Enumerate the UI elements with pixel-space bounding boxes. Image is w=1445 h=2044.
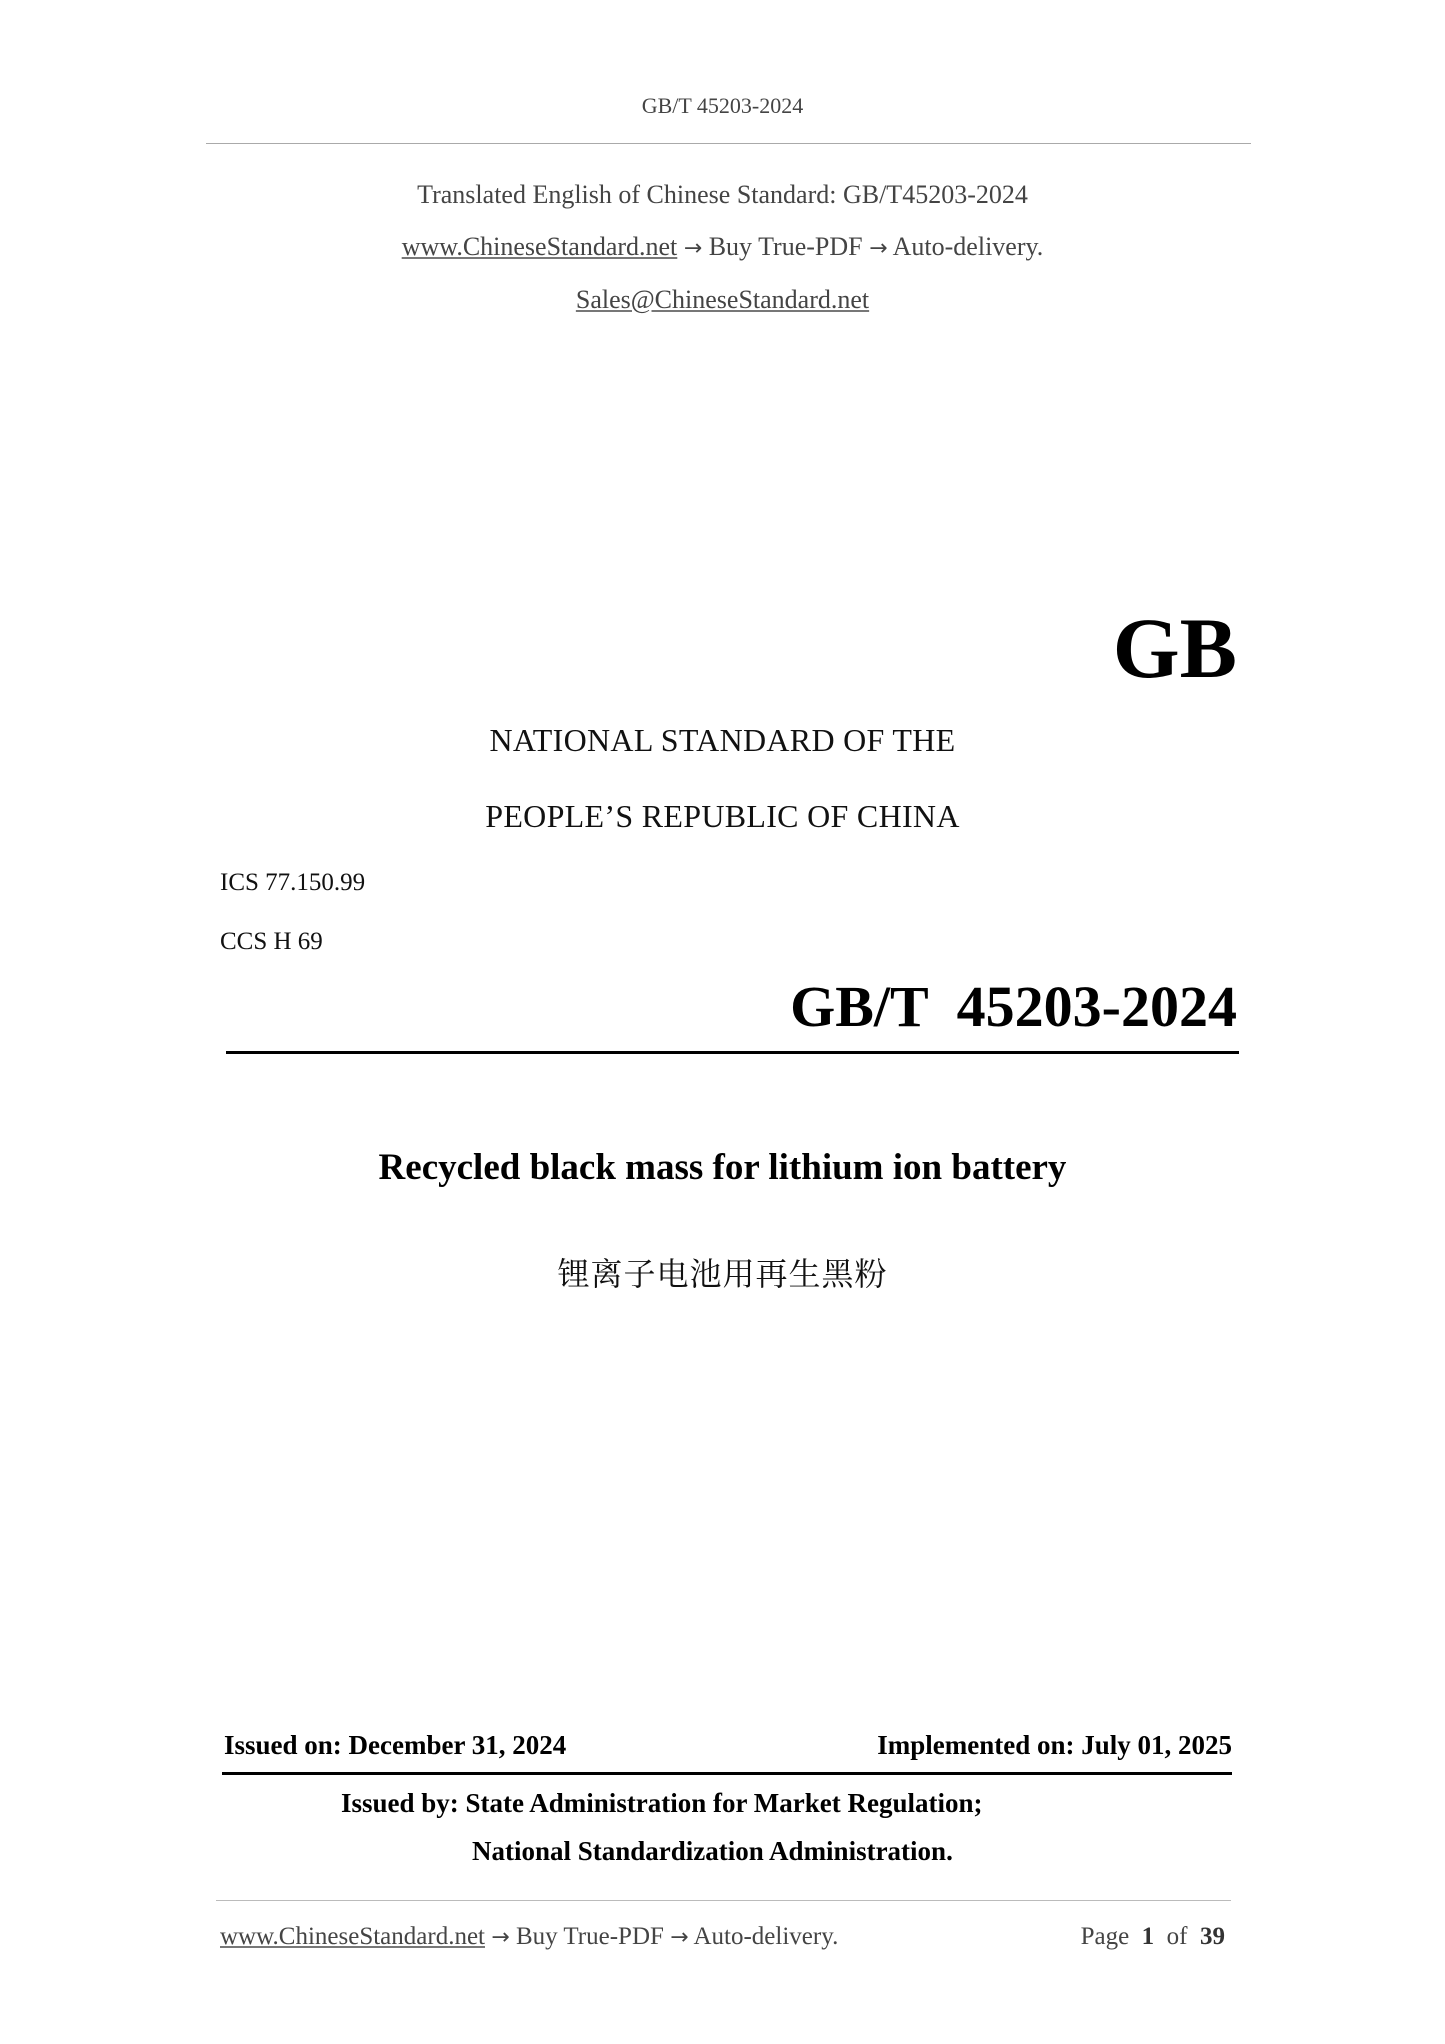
- footer-divider: [216, 1900, 1231, 1901]
- footer-website-link[interactable]: www.ChineseStandard.net: [220, 1923, 485, 1950]
- arrow-right-icon: →: [491, 1925, 510, 1950]
- sales-email-line: [0, 284, 1445, 316]
- ics-code: ICS 77.150.99: [220, 869, 366, 896]
- national-standard-line1: NATIONAL STANDARD OF THE: [489, 722, 956, 758]
- buy-pdf-text: Buy True-PDF: [708, 232, 863, 261]
- footer-auto-delivery-text: Auto-delivery.: [693, 1923, 839, 1950]
- header-divider: [206, 143, 1251, 144]
- of-word: of: [1166, 1923, 1188, 1950]
- sales-email-link[interactable]: Sales@ChineseStandard.net: [575, 285, 870, 314]
- page-word: Page: [1080, 1923, 1130, 1950]
- page-current: 1: [1141, 1923, 1155, 1950]
- implemented-on-date: Implemented on: July 01, 2025: [877, 1730, 1232, 1760]
- arrow-right-icon: →: [670, 1925, 689, 1950]
- page-counter: [1081, 1921, 1225, 1953]
- gb-logo: GB: [1112, 600, 1237, 696]
- dates-rule: [222, 1772, 1232, 1775]
- running-header: GB/T 45203-2024: [641, 93, 804, 118]
- auto-delivery-text: Auto-delivery.: [892, 232, 1044, 261]
- national-standard-line2: PEOPLE’S REPUBLIC OF CHINA: [485, 798, 960, 834]
- website-link[interactable]: www.ChineseStandard.net: [401, 232, 678, 261]
- arrow-right-icon: →: [869, 236, 888, 261]
- arrow-right-icon: →: [683, 236, 703, 261]
- ccs-code: CCS H 69: [220, 928, 323, 955]
- translation-notice: Translated English of Chinese Standard: GB/T45203-2024: [417, 180, 1028, 209]
- document-title-zh: 锂离子电池用再生黑粉: [557, 1255, 888, 1293]
- issued-by-line2: National Standardization Administration.: [472, 1836, 953, 1866]
- standard-number-rule: [226, 1051, 1239, 1054]
- document-title-en: Recycled black mass for lithium ion battery: [378, 1147, 1067, 1188]
- footer-purchase-notice: [220, 1921, 838, 1954]
- purchase-notice: [0, 231, 1445, 265]
- issued-on-date: Issued on: December 31, 2024: [224, 1730, 567, 1760]
- page-total: 39: [1200, 1923, 1225, 1950]
- standard-number: GB/T 45203-2024: [790, 974, 1237, 1039]
- issued-by-line1: Issued by: State Administration for Market Regulation;: [341, 1788, 983, 1818]
- footer-buy-pdf-text: Buy True-PDF: [515, 1923, 664, 1950]
